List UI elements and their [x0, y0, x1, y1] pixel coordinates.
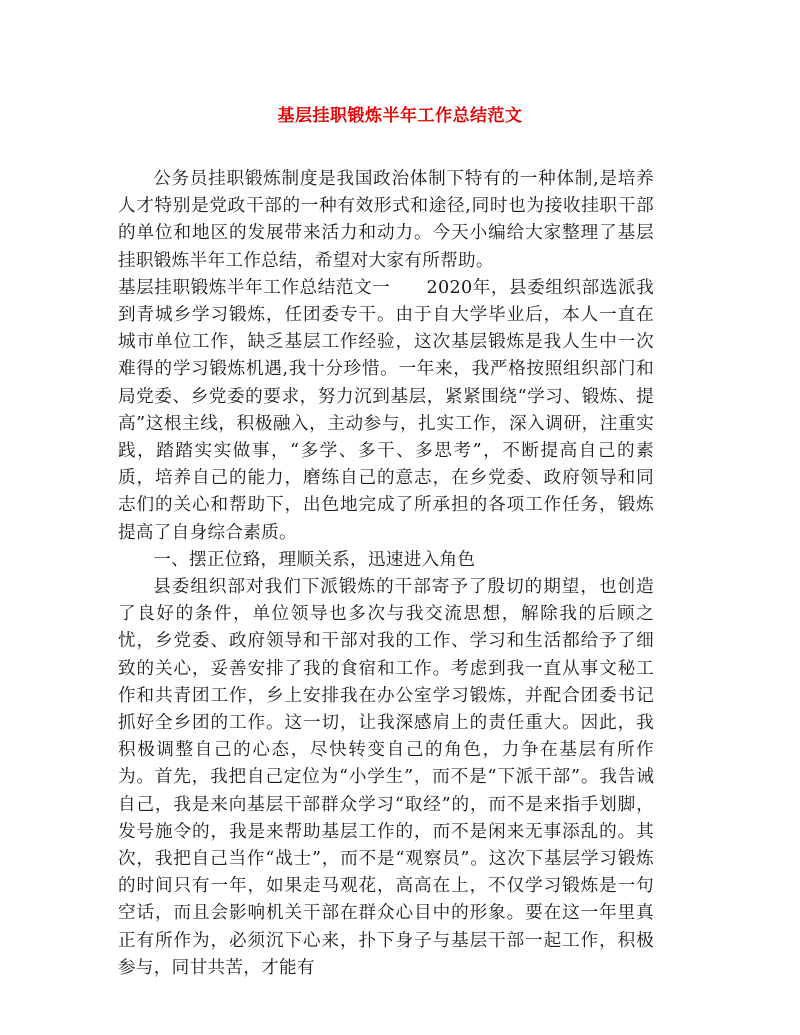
- document-body: [118, 166, 654, 982]
- section-heading-1: 一、摆正位臵，理顺关系，迅速进入角色: [153, 549, 476, 570]
- intro-paragraph: 公务员挂职锻炼制度是我国政治体制下特有的一种体制,是培养人才特别是党政干部的一种有效形式和途径,同时也为接收挂职干部的单位和地区的发展带来活力和动力。今天小编给大家整理了基层挂职锻炼半年工作总结，希望对大家有所帮助。: [118, 169, 654, 271]
- section-paragraph-1: 基层挂职锻炼半年工作总结范文一 2020年，县委组织部选派我到青城乡学习锻炼，任团委专干。由于自大学毕业后，本人一直在城市单位工作，缺乏基层工作经验，这次基层锻炼是我人生中一次难得的学习锻炼机遇,我十分珍惜。一年来，我严格按照组织部门和局党委、乡党委的要求，努力沉到基层，紧紧围绕“学习、锻炼、提高”这根主线，积极融入，主动参与，扎实工作，深入调研，注重实践，踏踏实实做事，“多学、多干、多思考”，不断提高自己的素质，培养自己的能力，磨练自己的意志，在乡党委、政府领导和同志们的关心和帮助下，出色地完成了所承担的各项工作任务，锻炼提高了自身综合素质。: [118, 277, 654, 543]
- document-title: 基层挂职锻炼半年工作总结范文: [277, 106, 523, 126]
- section-paragraph-2: 县委组织部对我们下派锻炼的干部寄予了殷切的期望，也创造了良好的条件，单位领导也多次与我交流思想，解除我的后顾之忧，乡党委、政府领导和干部对我的工作、学习和生活都给予了细致的关心，妥善安排了我的食宿和工作。考虑到我一直从事文秘工作和共青团工作，乡上安排我在办公室学习锻炼，并配合团委书记抓好全乡团的工作。这一切，让我深感肩上的责任重大。因此，我积极调整自己的心态，尽快转变自己的角色，力争在基层有所作为。首先，我把自己定位为“小学生”，而不是“下派干部”。我告诫自己，我是来向基层干部群众学习“取经”的，而不是来指手划脚，发号施令的，我是来帮助基层工作的，而不是闲来无事添乱的。其次，我把自己当作“战士”，而不是“观察员”。这次下基层学习锻炼的时间只有一年，如果走马观花，高高在上，不仅学习锻炼是一句空话，而且会影响机关干部在群众心目中的形象。要在这一年里真正有所作为，必须沉下心来，扑下身子与基层干部一起工作，积极参与，同甘共苦，才能有: [118, 577, 654, 978]
